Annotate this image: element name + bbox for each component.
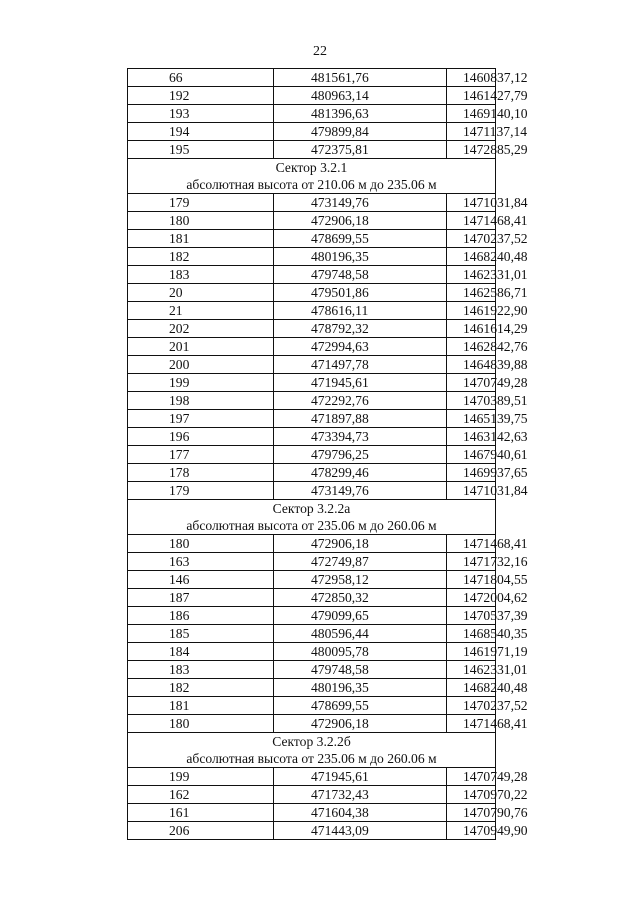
table-row (128, 464, 496, 482)
coordinate-x: 472958,12 (274, 571, 447, 589)
coordinate-x: 480095,78 (274, 643, 447, 661)
coordinate-x: 478616,11 (274, 302, 447, 320)
point-number: 182 (128, 679, 274, 697)
table-row (128, 194, 496, 212)
coordinate-x: 472906,18 (274, 535, 447, 553)
point-number: 179 (128, 194, 274, 212)
coordinate-x: 472375,81 (274, 141, 447, 159)
coordinate-y: 1471732,16 (447, 553, 496, 571)
coordinate-y: 1471468,41 (447, 212, 496, 230)
coordinate-y: 1463142,63 (447, 428, 496, 446)
coordinate-x: 479501,86 (274, 284, 447, 302)
point-number: 181 (128, 230, 274, 248)
table-row (128, 679, 496, 697)
coordinate-x: 472292,76 (274, 392, 447, 410)
coordinate-x: 480963,14 (274, 87, 447, 105)
coordinate-x: 471497,78 (274, 356, 447, 374)
coordinate-x: 471945,61 (274, 768, 447, 786)
table-row (128, 87, 496, 105)
point-number: 202 (128, 320, 274, 338)
table-row (128, 786, 496, 804)
coordinate-x: 479899,84 (274, 123, 447, 141)
coordinate-y: 1460837,12 (447, 69, 496, 87)
table-row (128, 392, 496, 410)
coordinate-y: 1470389,51 (447, 392, 496, 410)
coordinate-y: 1469140,10 (447, 105, 496, 123)
coordinate-y: 1462586,71 (447, 284, 496, 302)
coordinate-y: 1470970,22 (447, 786, 496, 804)
point-number: 206 (128, 822, 274, 840)
coordinate-y: 1469937,65 (447, 464, 496, 482)
table-row (128, 625, 496, 643)
coordinate-x: 479796,25 (274, 446, 447, 464)
table-row (128, 571, 496, 589)
table-row (128, 284, 496, 302)
coordinate-y: 1461922,90 (447, 302, 496, 320)
coordinate-x: 472994,63 (274, 338, 447, 356)
coordinate-x: 473394,73 (274, 428, 447, 446)
coordinate-x: 478699,55 (274, 230, 447, 248)
coordinate-x: 471897,88 (274, 410, 447, 428)
table-row (128, 320, 496, 338)
coordinate-x: 471945,61 (274, 374, 447, 392)
table-row (128, 69, 496, 87)
point-number: 182 (128, 248, 274, 266)
coordinate-y: 1472004,62 (447, 589, 496, 607)
sector-title-row (128, 500, 496, 518)
point-number: 192 (128, 87, 274, 105)
table-row (128, 338, 496, 356)
table-row (128, 266, 496, 284)
coordinate-x: 473149,76 (274, 194, 447, 212)
point-number: 161 (128, 804, 274, 822)
coordinate-x: 471732,43 (274, 786, 447, 804)
point-number: 187 (128, 589, 274, 607)
point-number: 181 (128, 697, 274, 715)
sector-altitude-row (128, 750, 496, 768)
coordinate-y: 1470949,90 (447, 822, 496, 840)
coordinate-x: 481561,76 (274, 69, 447, 87)
point-number: 146 (128, 571, 274, 589)
point-number: 199 (128, 374, 274, 392)
table-row (128, 804, 496, 822)
table-row (128, 302, 496, 320)
coordinate-x: 479748,58 (274, 266, 447, 284)
point-number: 21 (128, 302, 274, 320)
table-row (128, 553, 496, 571)
point-number: 196 (128, 428, 274, 446)
sector-altitude-row (128, 176, 496, 194)
coordinate-y: 1471468,41 (447, 715, 496, 733)
table-row (128, 607, 496, 625)
coordinate-y: 1472885,29 (447, 141, 496, 159)
coordinate-y: 1471031,84 (447, 194, 496, 212)
coordinate-y: 1470237,52 (447, 697, 496, 715)
point-number: 183 (128, 266, 274, 284)
coordinate-y: 1470237,52 (447, 230, 496, 248)
sector-altitude: абсолютная высота от 235.06 м до 260.06 м (128, 517, 496, 535)
coordinate-y: 1467940,61 (447, 446, 496, 464)
point-number: 178 (128, 464, 274, 482)
table-row (128, 697, 496, 715)
table-row (128, 822, 496, 840)
coordinate-y: 1470790,76 (447, 804, 496, 822)
table-row (128, 535, 496, 553)
coordinates-table (127, 68, 528, 840)
coordinate-x: 478699,55 (274, 697, 447, 715)
point-number: 184 (128, 643, 274, 661)
point-number: 186 (128, 607, 274, 625)
coordinate-y: 1462842,76 (447, 338, 496, 356)
sector-altitude: абсолютная высота от 210.06 м до 235.06 м (128, 176, 496, 194)
point-number: 180 (128, 212, 274, 230)
point-number: 197 (128, 410, 274, 428)
table-row (128, 768, 496, 786)
table-row (128, 356, 496, 374)
point-number: 185 (128, 625, 274, 643)
coordinate-x: 478299,46 (274, 464, 447, 482)
coordinate-x: 480196,35 (274, 679, 447, 697)
table-row (128, 643, 496, 661)
coordinate-y: 1468540,35 (447, 625, 496, 643)
point-number: 180 (128, 535, 274, 553)
coordinates-table-body (128, 69, 528, 840)
page-number: 22 (313, 44, 327, 59)
table-row (128, 715, 496, 733)
coordinate-y: 1462331,01 (447, 266, 496, 284)
coordinate-x: 480596,44 (274, 625, 447, 643)
table-row (128, 248, 496, 266)
coordinate-y: 1464839,88 (447, 356, 496, 374)
coordinate-x: 478792,32 (274, 320, 447, 338)
coordinate-y: 1470537,39 (447, 607, 496, 625)
point-number: 20 (128, 284, 274, 302)
coordinate-x: 473149,76 (274, 482, 447, 500)
coordinate-y: 1471031,84 (447, 482, 496, 500)
sector-title: Сектор 3.2.2а (128, 500, 496, 518)
coordinate-y: 1461971,19 (447, 643, 496, 661)
point-number: 183 (128, 661, 274, 679)
table-row (128, 661, 496, 679)
coordinate-y: 1471137,14 (447, 123, 496, 141)
table-row (128, 230, 496, 248)
coordinate-x: 481396,63 (274, 105, 447, 123)
sector-title-row (128, 733, 496, 751)
sector-altitude: абсолютная высота от 235.06 м до 260.06 м (128, 750, 496, 768)
point-number: 193 (128, 105, 274, 123)
coordinate-x: 480196,35 (274, 248, 447, 266)
table-row (128, 589, 496, 607)
point-number: 201 (128, 338, 274, 356)
coordinate-y: 1470749,28 (447, 768, 496, 786)
coordinate-y: 1461614,29 (447, 320, 496, 338)
coordinate-y: 1468240,48 (447, 248, 496, 266)
sector-title: Сектор 3.2.2б (128, 733, 496, 751)
table-row (128, 410, 496, 428)
coordinate-x: 471443,09 (274, 822, 447, 840)
table-row (128, 446, 496, 464)
point-number: 195 (128, 141, 274, 159)
table-row (128, 374, 496, 392)
point-number: 199 (128, 768, 274, 786)
coordinate-y: 1462331,01 (447, 661, 496, 679)
coordinate-y: 1461427,79 (447, 87, 496, 105)
sector-title: Сектор 3.2.1 (128, 159, 496, 177)
table-row (128, 105, 496, 123)
coordinate-x: 472906,18 (274, 212, 447, 230)
coordinate-y: 1470749,28 (447, 374, 496, 392)
coordinate-y: 1471804,55 (447, 571, 496, 589)
point-number: 200 (128, 356, 274, 374)
point-number: 194 (128, 123, 274, 141)
point-number: 162 (128, 786, 274, 804)
coordinate-x: 479099,65 (274, 607, 447, 625)
sector-altitude-row (128, 517, 496, 535)
coordinate-x: 471604,38 (274, 804, 447, 822)
coordinate-y: 1471468,41 (447, 535, 496, 553)
sector-title-row (128, 159, 496, 177)
point-number: 179 (128, 482, 274, 500)
coordinate-y: 1468240,48 (447, 679, 496, 697)
coordinate-y: 1465139,75 (447, 410, 496, 428)
point-number: 180 (128, 715, 274, 733)
table-row (128, 428, 496, 446)
table-row (128, 482, 496, 500)
coordinate-x: 472850,32 (274, 589, 447, 607)
point-number: 163 (128, 553, 274, 571)
point-number: 66 (128, 69, 274, 87)
table-row (128, 212, 496, 230)
point-number: 177 (128, 446, 274, 464)
table-row (128, 141, 496, 159)
point-number: 198 (128, 392, 274, 410)
table-row (128, 123, 496, 141)
coordinate-x: 479748,58 (274, 661, 447, 679)
coordinate-x: 472906,18 (274, 715, 447, 733)
coordinate-x: 472749,87 (274, 553, 447, 571)
